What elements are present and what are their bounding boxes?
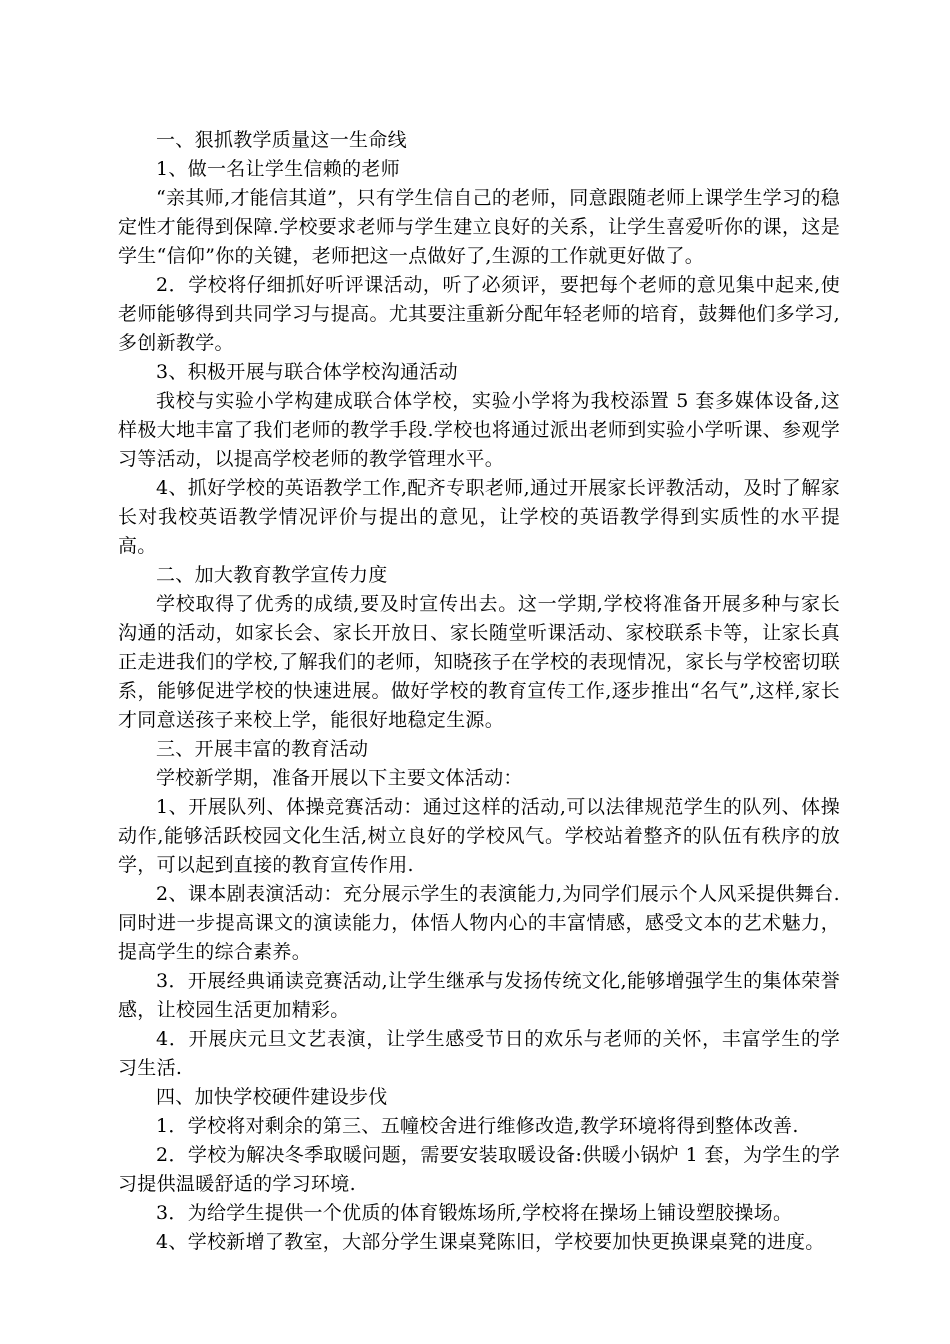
paragraph: 1、开展队列、体操竞赛活动：通过这样的活动,可以法律规范学生的队列、体操动作,能够活跃校园文化生活,树立良好的学校风气。学校站着整齐的队伍有秩序的放学，可以起到直接的教育宣传作用. [118,796,840,876]
paragraph: 3．为给学生提供一个优质的体育锻炼场所,学校将在操场上铺设塑胶操场。 [156,1202,793,1224]
paragraph: 1．学校将对剩余的第三、五幢校舍进行维修改造,教学环境将得到整体改善. [156,1115,799,1137]
section-heading-2: 二、加大教育教学宣传力度 [156,564,388,586]
paragraph: 学校取得了优秀的成绩,要及时宣传出去。这一学期,学校将准备开展多种与家长沟通的活动，如家长会、家长开放日、家长随堂听课活动、家校联系卡等，让家长真正走进我们的学校,了解我们的老师，知晓孩子在学校的表现情况，家长与学校密切联系，能够促进学校的快速进展。做好学校的教育宣传工作,逐步推出“名气”,这样,家长才同意送孩子来校上学，能很好地稳定生源。 [118,593,840,731]
paragraph: 3．开展经典诵读竞赛活动,让学生继承与发扬传统文化,能够增强学生的集体荣誉感，让校园生活更加精彩。 [118,970,840,1021]
section-heading-4: 四、加快学校硬件建设步伐 [156,1086,388,1108]
subheading-1-3: 3、积极开展与联合体学校沟通活动 [156,361,458,383]
paragraph: 4．开展庆元旦文艺表演，让学生感受节日的欢乐与老师的关怀，丰富学生的学习生活. [118,1028,840,1079]
document-body [118,126,840,1257]
paragraph: 4、抓好学校的英语教学工作,配齐专职老师,通过开展家长评教活动，及时了解家长对我校英语教学情况评价与提出的意见，让学校的英语教学得到实质性的水平提高。 [118,477,840,557]
paragraph: 2．学校将仔细抓好听评课活动，听了必须评，要把每个老师的意见集中起来,使老师能够得到共同学习与提高。尤其要注重新分配年轻老师的培育，鼓舞他们多学习,多创新教学。 [118,274,840,354]
paragraph: 2、课本剧表演活动：充分展示学生的表演能力,为同学们展示个人风采提供舞台.同时进一步提高课文的演读能力，体悟人物内心的丰富情感，感受文本的艺术魅力，提高学生的综合素养。 [118,883,840,963]
subheading-1-1: 1、做一名让学生信赖的老师 [156,158,400,180]
paragraph: 我校与实验小学构建成联合体学校，实验小学将为我校添置 5 套多媒体设备,这样极大地丰富了我们老师的教学手段.学校也将通过派出老师到实验小学听课、参观学习等活动，以提高学校老师的教学管理水平。 [118,390,840,470]
paragraph: 学校新学期，准备开展以下主要文体活动： [156,767,523,789]
paragraph: “亲其师,才能信其道”，只有学生信自己的老师，同意跟随老师上课学生学习的稳定性才能得到保障.学校要求老师与学生建立良好的关系，让学生喜爱听你的课，这是学生“信仰”你的关键，老师把这一点做好了,生源的工作就更好做了。 [118,187,840,267]
section-heading-1: 一、狠抓教学质量这一生命线 [156,129,407,151]
section-heading-3: 三、开展丰富的教育活动 [156,738,369,760]
paragraph: 4、学校新增了教室，大部分学生课桌凳陈旧，学校要加快更换课桌凳的进度。 [156,1231,825,1253]
paragraph: 2．学校为解决冬季取暖问题，需要安装取暖设备:供暖小锅炉 1 套，为学生的学习提供温暖舒适的学习环境. [118,1144,840,1195]
